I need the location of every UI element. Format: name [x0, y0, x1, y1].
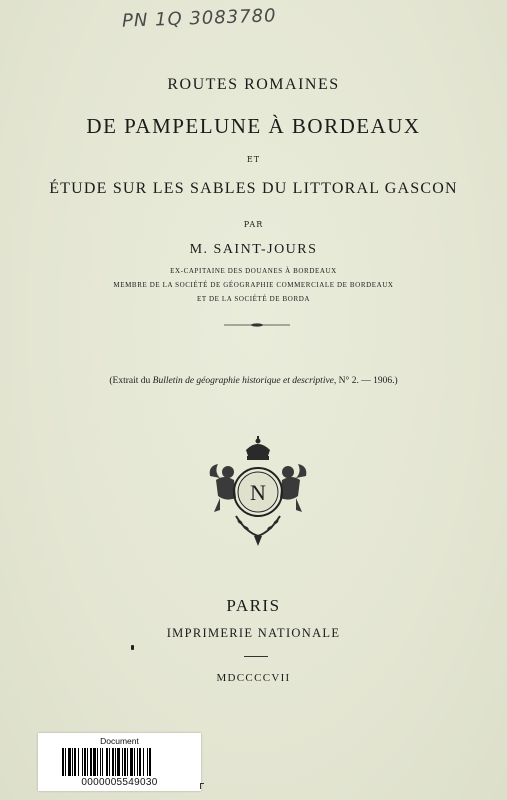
- emblem-initial: N: [250, 480, 266, 505]
- imprint-year: MDCCCCVII: [216, 672, 291, 684]
- ink-spot: [131, 645, 134, 650]
- barcode-number: 0000005549030: [81, 777, 158, 788]
- imperial-eagle-seal-icon: [206, 436, 310, 546]
- imprint-printer: IMPRIMERIE NATIONALE: [166, 626, 341, 640]
- extract-note: [0, 376, 507, 386]
- title-line-2: DE PAMPELUNE À BORDEAUX: [86, 114, 421, 138]
- imprint-city: PARIS: [226, 596, 281, 615]
- barcode-title: Document: [100, 736, 139, 746]
- author-by: PAR: [243, 220, 264, 229]
- title-conjunction: ET: [246, 155, 261, 164]
- barcode-label: [38, 733, 201, 791]
- author-affiliation-3: ET DE LA SOCIÉTÉ DE BORDA: [196, 295, 311, 303]
- extract-journal: Bulletin de géographie historique et descriptive: [152, 376, 334, 386]
- author-affiliation-2: MEMBRE DE LA SOCIÉTÉ DE GÉOGRAPHIE COMMERCIALE DE BORDEAUX: [113, 281, 394, 289]
- corner-mark: [200, 783, 204, 789]
- extract-suffix: , N° 2. — 1906.): [333, 376, 398, 386]
- imprint-rule: [244, 656, 268, 657]
- author-name: M. SAINT-JOURS: [189, 242, 318, 257]
- extract-prefix: (Extrait du: [109, 376, 153, 386]
- title-line-1: ROUTES ROMAINES: [167, 76, 340, 93]
- ornamental-rule: [224, 323, 290, 327]
- barcode-icon: [62, 748, 178, 776]
- title-line-3: ÉTUDE SUR LES SABLES DU LITTORAL GASCON: [49, 180, 458, 197]
- handwritten-call-number: PN 1Q 3083780: [121, 5, 277, 32]
- author-affiliation-1: EX-CAPITAINE DES DOUANES À BORDEAUX: [170, 267, 337, 275]
